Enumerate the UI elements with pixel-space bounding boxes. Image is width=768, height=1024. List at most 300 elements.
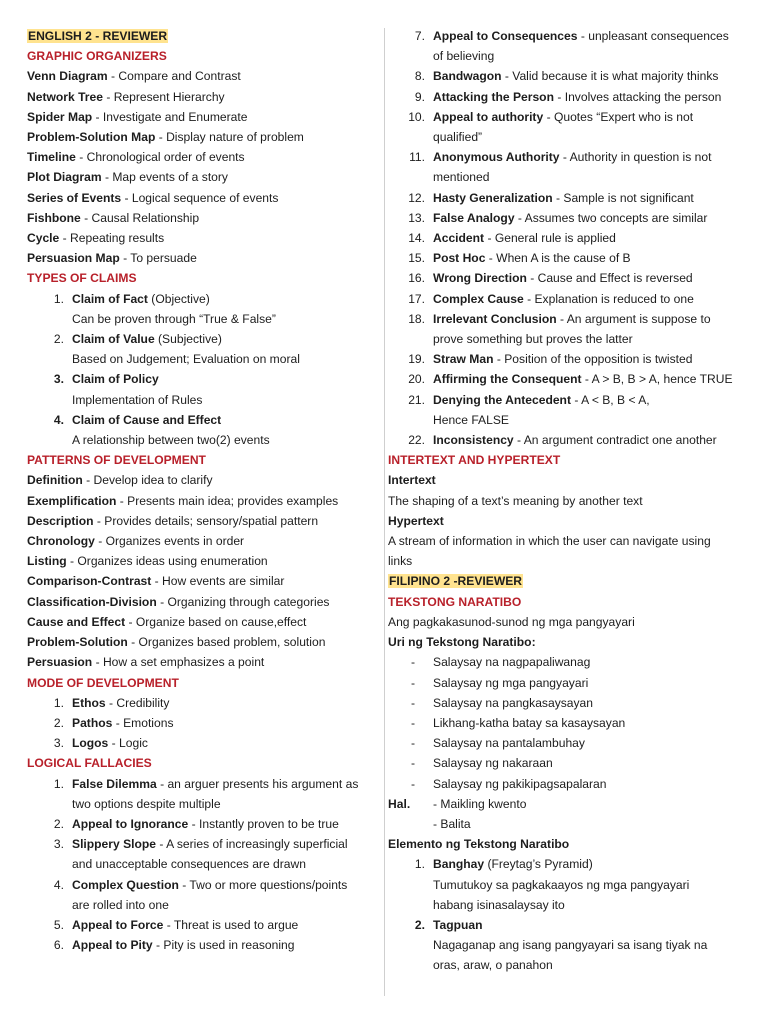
extra: (Subjective) [154,332,222,347]
hal-item: - Maikling kwento [433,796,527,811]
item-body [433,26,748,66]
term: Appeal to Force [72,917,164,932]
description: - A < B, B < A, [570,392,650,407]
item-body [433,248,748,268]
column-divider [384,28,385,996]
item-first-line [72,774,377,794]
list-item [27,612,377,632]
list-item [27,834,377,874]
term: Cause and Effect [27,614,126,629]
term: Appeal to authority [433,109,544,124]
list-item [27,369,377,389]
description: - Organizes ideas using enumeration [66,554,268,569]
list-item [388,87,748,107]
item-number: 2. [53,816,64,831]
description: - Quotes “Expert who is not [543,109,694,124]
list-item [388,733,748,753]
item-body [433,309,748,349]
item-body [433,390,748,430]
list-item [27,774,377,814]
term: Problem-Solution [27,635,128,650]
sub-description: Nagaganap ang isang pangyayari sa isang tiyak na [433,938,708,953]
description: - an arguer presents his argument as [156,776,359,791]
term: Slippery Slope [72,837,157,852]
list-item [27,248,377,268]
list-item [388,915,748,935]
item-body [433,915,748,935]
item-first-line [433,107,748,127]
description: - Instantly proven to be true [188,816,339,831]
item-body [72,834,377,874]
item-number: 1. [414,857,425,872]
item-body [433,66,748,86]
list-item [27,470,377,490]
item-text: Salaysay na nagpapaliwanag [433,655,591,670]
term: Fishbone [27,210,81,225]
description: - Pity is used in reasoning [152,938,295,953]
term: Logos [72,736,109,751]
list-item [27,107,377,127]
graphic-organizers-heading: GRAPHIC ORGANIZERS [27,49,167,64]
description: - Sample is not significant [552,190,694,205]
term: Straw Man [433,352,494,367]
description: - Compare and Contrast [107,69,241,84]
list-item [388,248,748,268]
dash-marker: - [411,675,416,690]
description: - Two or more questions/points [178,877,348,892]
item-first-line [433,208,748,228]
item-first-line [433,268,748,288]
item-body [72,693,377,713]
item-number: 1. [53,695,64,710]
list-item [27,551,377,571]
item-text: Salaysay ng mga pangyayari [433,675,589,690]
sub-description: habang isinasalaysay ito [433,897,565,912]
term: Banghay [433,857,485,872]
term: Exemplification [27,493,117,508]
item-number: 12. [408,190,425,205]
description: - Credibility [105,695,170,710]
item-body [433,289,748,309]
elemento-label: Elemento ng Tekstong Naratibo [388,837,570,852]
list-item [388,208,748,228]
item-body [433,369,748,389]
term: Chronology [27,534,95,549]
description: - Organizes based problem, solution [127,635,326,650]
list-item [27,208,377,228]
item-number: 22. [408,433,425,448]
list-item [388,673,748,693]
filipino-title: FILIPINO 2 -REVIEWER [389,574,523,589]
hal-item: - Balita [433,816,471,831]
item-body [72,875,377,915]
item-body [72,369,377,389]
right-column [388,26,748,976]
sub-description: Implementation of Rules [72,392,203,407]
item-body [433,87,748,107]
item-number: 16. [408,271,425,286]
term: Denying the Antecedent [433,392,571,407]
list-item [388,147,748,187]
item-number: 1. [53,776,64,791]
term: Plot Diagram [27,170,102,185]
list-item [27,127,377,147]
list-item [27,592,377,612]
item-number: 17. [408,291,425,306]
item-first-line [433,87,748,107]
description: - General rule is applied [484,231,616,246]
term: Network Tree [27,89,103,104]
description: - Display nature of problem [155,130,304,145]
term: Claim of Cause and Effect [72,412,222,427]
dash-marker: - [411,695,416,710]
list-item [27,289,377,309]
term: Ethos [72,695,106,710]
list-item [27,228,377,248]
term: Wrong Direction [433,271,527,286]
description: - Organizes events in order [94,534,245,549]
description-continued: prove something but proves the latter [433,332,633,347]
left-column [27,26,377,955]
term: Irrelevant Conclusion [433,311,557,326]
description-continued: two options despite multiple [72,796,221,811]
description-continued: and unacceptable consequences are drawn [72,857,306,872]
item-number: 18. [408,311,425,326]
item-first-line [433,369,748,389]
item-number: 8. [414,69,425,84]
dash-marker: - [411,715,416,730]
item-number: 4. [53,877,64,892]
description: - A > B, B > A, hence TRUE [581,372,733,387]
hypertext-definition-2: links [388,554,413,569]
term: False Analogy [433,210,515,225]
item-text: Salaysay na pantalambuhay [433,736,585,751]
description: - Emotions [112,715,174,730]
list-item [27,66,377,86]
term: Persuasion Map [27,251,120,266]
description: - unpleasant consequences [577,29,729,43]
list-item [27,632,377,652]
description: - Involves attacking the person [553,89,722,104]
list-item [388,26,748,66]
item-number: 19. [408,352,425,367]
list-item [27,188,377,208]
hal-row-2 [388,814,748,834]
item-first-line [72,915,377,935]
term: Post Hoc [433,251,486,266]
item-body [433,854,748,874]
description: - When A is the cause of B [485,251,631,266]
item-body [433,228,748,248]
item-first-line [433,147,748,167]
term: Description [27,513,94,528]
term: Venn Diagram [27,69,108,84]
sub-description: A relationship between two(2) events [72,433,270,448]
list-item [388,753,748,773]
description: - Cause and Effect is reversed [526,271,693,286]
term: Accident [433,231,485,246]
term: Complex Cause [433,291,524,306]
item-number: 21. [408,392,425,407]
item-first-line [433,430,748,450]
list-item [27,652,377,672]
description: - Map events of a story [101,170,228,185]
item-body [433,208,748,228]
item-first-line [72,814,377,834]
list-item [388,268,748,288]
sub-description: Tumutukoy sa pagkakaayos ng mga pangyayari [433,877,690,892]
description: - Repeating results [59,231,165,246]
dash-marker: - [411,756,416,771]
term: Bandwagon [433,69,502,84]
term: Tagpuan [433,917,483,932]
item-body [72,410,377,430]
list-item [27,167,377,187]
item-number: 20. [408,372,425,387]
item-number: 7. [414,29,425,43]
list-item [27,814,377,834]
description: - Valid because it is what majority thinks [501,69,719,84]
term: Appeal to Pity [72,938,153,953]
item-body [433,268,748,288]
term: Timeline [27,150,76,165]
term: Hasty Generalization [433,190,553,205]
intertext-heading: INTERTEXT AND HYPERTEXT [388,453,561,468]
list-item [27,147,377,167]
item-body [72,915,377,935]
list-item [388,713,748,733]
term: Affirming the Consequent [433,372,582,387]
list-item [27,491,377,511]
item-number: 9. [414,89,425,104]
hypertext-definition-1: A stream of information in which the user can navigate using [388,534,711,549]
intertext-label: Intertext [388,473,436,488]
description: - Develop idea to clarify [82,473,213,488]
term: Comparison-Contrast [27,574,152,589]
fallacies-heading: LOGICAL FALLACIES [27,756,152,771]
sub-description: Can be proven through “True & False” [72,311,276,326]
item-number: 3. [53,736,64,751]
term: Series of Events [27,190,122,205]
uri-list [388,652,748,793]
description: - Organize based on cause,effect [125,614,307,629]
patterns-list [27,470,377,672]
list-item [388,693,748,713]
description: - Presents main idea; provides examples [116,493,339,508]
list-item [27,915,377,935]
sub-description: oras, araw, o panahon [433,958,553,973]
hal-row-1 [388,794,748,814]
description-continued: of believing [433,49,495,64]
uri-label: Uri ng Tekstong Naratibo: [388,635,536,650]
item-number: 2. [53,332,64,347]
list-item [388,369,748,389]
term: Spider Map [27,109,93,124]
item-body [433,349,748,369]
patterns-heading: PATTERNS OF DEVELOPMENT [27,453,206,468]
item-first-line [433,390,748,410]
item-number: 10. [408,109,425,124]
dash-marker: - [411,736,416,751]
description-continued: qualified” [433,130,483,145]
term: Claim of Fact [72,291,148,306]
item-number: 3. [53,837,64,852]
term: False Dilemma [72,776,157,791]
term: Attacking the Person [433,89,554,104]
item-text: Salaysay na pangkasaysayan [433,695,594,710]
term: Pathos [72,715,113,730]
list-item [27,713,377,733]
item-number: 5. [53,917,64,932]
item-body [72,289,377,309]
description: - Organizing through categories [156,594,330,609]
item-body [433,430,748,450]
list-item [388,188,748,208]
item-text: Salaysay ng pakikipagsapalaran [433,776,607,791]
elemento-list [388,854,748,975]
description-continued: Hence FALSE [433,412,509,427]
list-item [27,511,377,531]
extra: (Objective) [147,291,210,306]
description: - An argument contradict one another [513,433,717,448]
list-item [388,66,748,86]
description: - Represent Hierarchy [102,89,225,104]
hypertext-label: Hypertext [388,513,444,528]
term: Complex Question [72,877,179,892]
item-number: 4. [53,412,64,427]
item-first-line [72,834,377,854]
list-item [27,875,377,915]
description: - Assumes two concepts are similar [514,210,708,225]
hal-label: Hal. [388,796,411,811]
graphic-organizers-list [27,66,377,268]
mode-heading: MODE OF DEVELOPMENT [27,675,179,690]
list-item [388,349,748,369]
description: - Provides details; sensory/spatial pattern [93,513,319,528]
description: - To persuade [119,251,197,266]
extra: (Freytag’s Pyramid) [484,857,593,872]
term: Problem-Solution Map [27,130,156,145]
item-number: 3. [53,372,64,387]
list-item [27,693,377,713]
description: - Investigate and Enumerate [92,109,248,124]
sub-description: Based on Judgement; Evaluation on moral [72,352,300,367]
item-text: Salaysay ng nakaraan [433,756,553,771]
item-number: 1. [53,291,64,306]
term: Inconsistency [433,433,514,448]
item-first-line [433,188,748,208]
item-body [72,774,377,814]
description: - Threat is used to argue [163,917,299,932]
description: - Causal Relationship [80,210,200,225]
list-item [388,652,748,672]
tekstong-naratibo-heading: TEKSTONG NARATIBO [388,594,522,609]
list-item [388,390,748,430]
item-first-line [72,935,377,955]
list-item [27,87,377,107]
item-number: 2. [53,715,64,730]
english-title: ENGLISH 2 - REVIEWER [28,29,168,43]
types-of-claims-heading: TYPES OF CLAIMS [27,271,137,286]
item-number: 11. [409,150,425,165]
item-body [72,814,377,834]
description: - Logic [108,736,148,751]
item-number: 15. [408,251,425,266]
item-number: 14. [408,231,425,246]
list-item [27,410,377,430]
item-body [72,935,377,955]
list-item [27,733,377,753]
item-body [433,107,748,147]
naratibo-definition: Ang pagkakasunod-sunod ng mga pangyayari [388,614,635,629]
item-first-line [433,26,748,46]
list-item [388,854,748,874]
item-body [72,329,377,349]
term: Definition [27,473,83,488]
item-number: 6. [53,938,64,953]
item-first-line [433,228,748,248]
item-first-line [433,248,748,268]
description: - Authority in question is not [559,150,712,165]
list-item [388,774,748,794]
term: Persuasion [27,655,93,670]
item-first-line [72,875,377,895]
description: - An argument is suppose to [556,311,711,326]
item-number: 2. [414,917,425,932]
list-item [27,531,377,551]
term: Classification-Division [27,594,157,609]
description-continued: are rolled into one [72,897,169,912]
list-item [388,107,748,147]
description: - Logical sequence of events [121,190,279,205]
term: Appeal to Ignorance [72,816,189,831]
item-first-line [433,289,748,309]
list-item [388,289,748,309]
description: - Chronological order of events [75,150,245,165]
fallacies-list-left [27,774,377,956]
description: - How events are similar [151,574,285,589]
dash-marker: - [411,655,416,670]
list-item [388,228,748,248]
item-body [433,188,748,208]
list-item [388,430,748,450]
term: Cycle [27,231,60,246]
item-text: Likhang-katha batay sa kasaysayan [433,715,626,730]
description: - Explanation is reduced to one [523,291,694,306]
item-body [72,713,377,733]
term: Claim of Policy [72,372,159,387]
mode-list [27,693,377,754]
item-first-line [433,349,748,369]
types-of-claims-list [27,289,377,451]
list-item [27,935,377,955]
list-item [27,329,377,349]
term: Claim of Value [72,332,155,347]
list-item [388,309,748,349]
description: - Position of the opposition is twisted [493,352,693,367]
description: - How a set emphasizes a point [92,655,265,670]
list-item [27,571,377,591]
item-body [433,147,748,187]
dash-marker: - [411,776,416,791]
fallacies-list-right [388,26,748,450]
english-title-line [27,26,377,46]
term: Anonymous Authority [433,150,560,165]
item-body [72,733,377,753]
description-continued: mentioned [433,170,490,185]
item-first-line [433,309,748,329]
description: - A series of increasingly superficial [156,837,348,852]
